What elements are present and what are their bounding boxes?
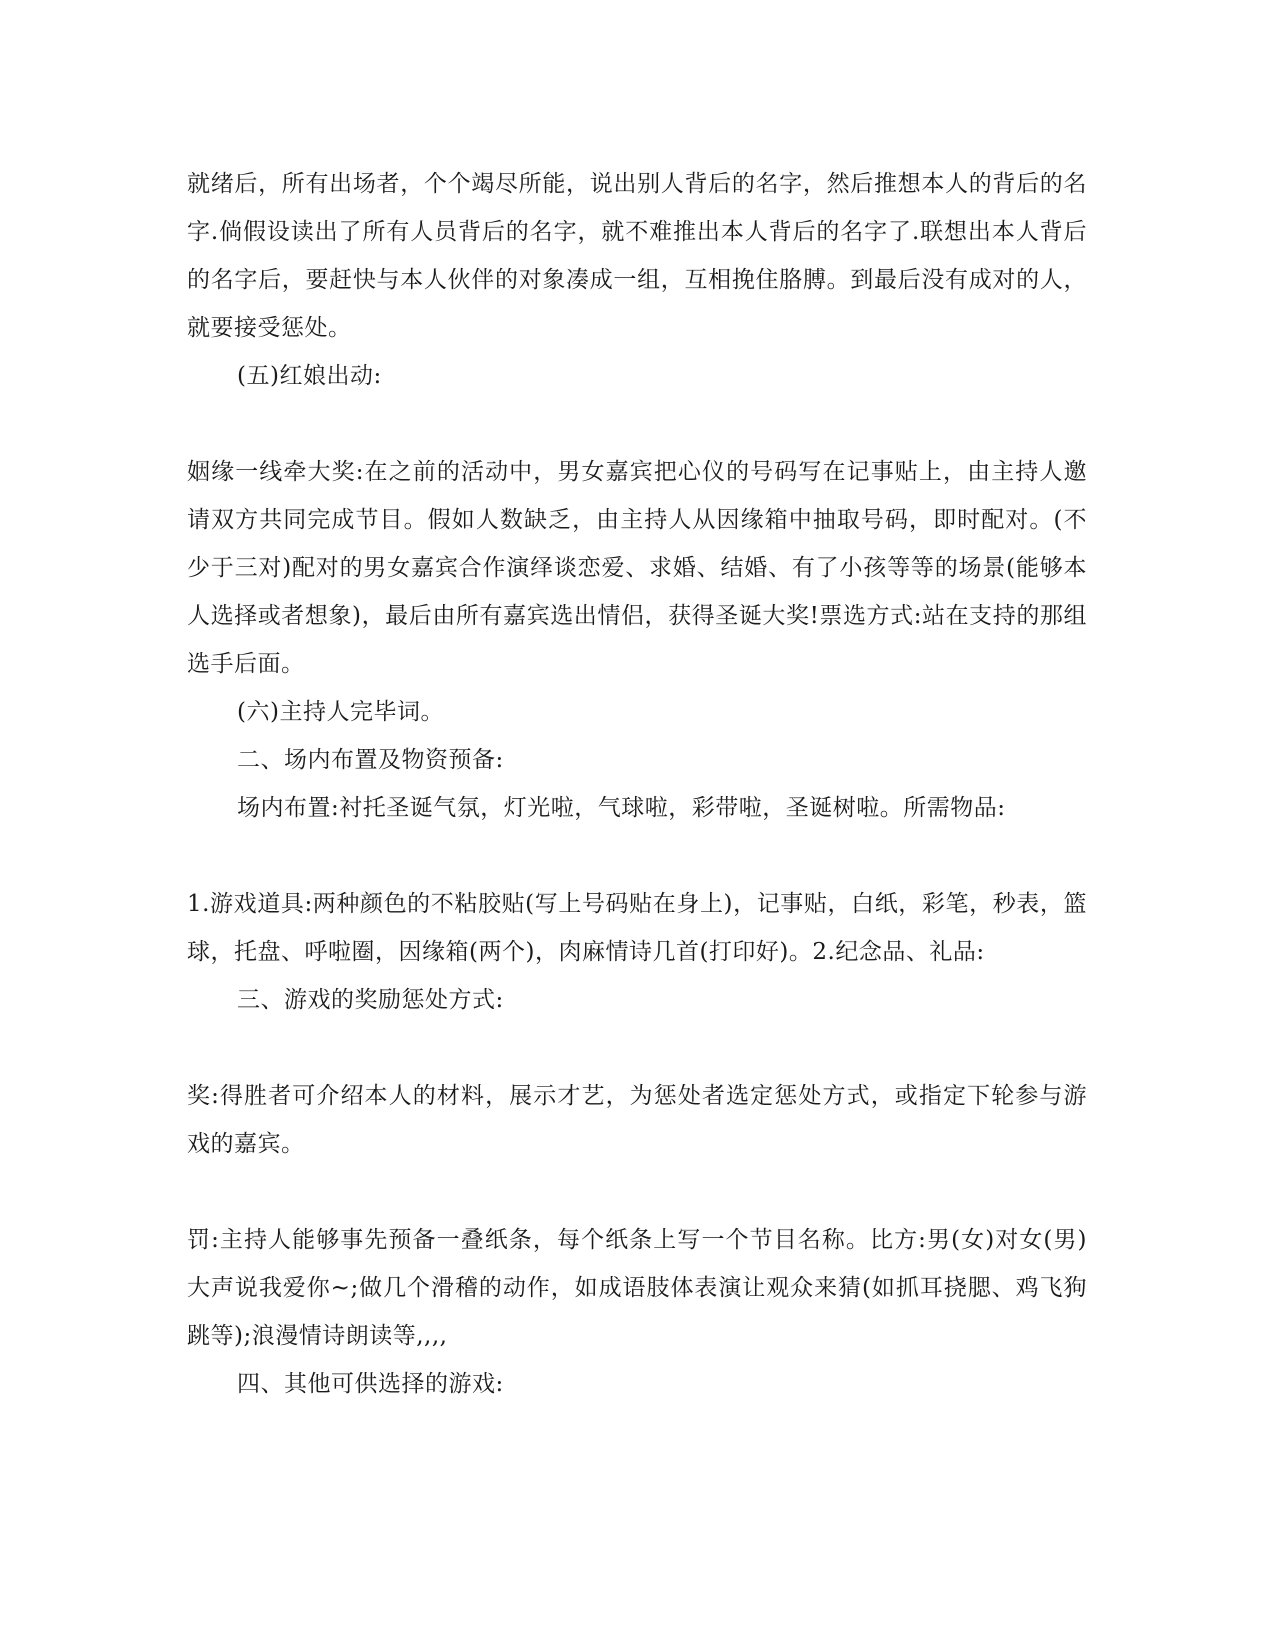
heading-rewards-penalties: 三、游戏的奖励惩处方式: [237,987,504,1013]
paragraph-penalties: 罚:主持人能够事先预备一叠纸条，每个纸条上写一个节目名称。比方:男(女)对女(男)大声说我爱你~;做几个滑稽的动作，如成语肢体表演让观众来猜(如抓耳挠腮、鸡飞狗跳等);浪漫情诗朗读等,,,, [187,1227,1087,1349]
heading-other-games: 四、其他可供选择的游戏: [237,1371,504,1397]
heading-host-closing: (六)主持人完毕词。 [237,699,444,725]
paragraph-venue-decoration: 场内布置:衬托圣诞气氛，灯光啦，气球啦，彩带啦，圣诞树啦。所需物品: [237,795,1006,821]
paragraph-rewards: 奖:得胜者可介绍本人的材料，展示才艺，为惩处者选定惩处方式，或指定下轮参与游戏的嘉宾。 [187,1083,1087,1157]
paragraph-name-guessing-rules: 就绪后，所有出场者，个个竭尽所能，说出别人背后的名字，然后推想本人的背后的名字.倘假设读出了所有人员背后的名字，就不难推出本人背后的名字了.联想出本人背后的名字后，要赶快与本人伙伴的对象凑成一组，互相挽住胳膊。到最后没有成对的人，就要接受惩处。 [187,171,1087,341]
heading-matchmaker: (五)红娘出动: [237,363,382,389]
document-body [187,160,1087,1408]
heading-venue-setup: 二、场内布置及物资预备: [237,747,504,773]
paragraph-game-props: 1.游戏道具:两种颜色的不粘胶贴(写上号码贴在身上)，记事贴，白纸，彩笔，秒表，篮球，托盘、呼啦圈，因缘箱(两个)，肉麻情诗几首(打印好)。2.纪念品、礼品: [187,891,1087,965]
paragraph-matchmaker-prize: 姻缘一线牵大奖:在之前的活动中，男女嘉宾把心仪的号码写在记事贴上，由主持人邀请双方共同完成节目。假如人数缺乏，由主持人从因缘箱中抽取号码，即时配对。(不少于三对)配对的男女嘉宾合作演绎谈恋爱、求婚、结婚、有了小孩等等的场景(能够本人选择或者想象)，最后由所有嘉宾选出情侣，获得圣诞大奖!票选方式:站在支持的那组选手后面。 [187,459,1087,677]
